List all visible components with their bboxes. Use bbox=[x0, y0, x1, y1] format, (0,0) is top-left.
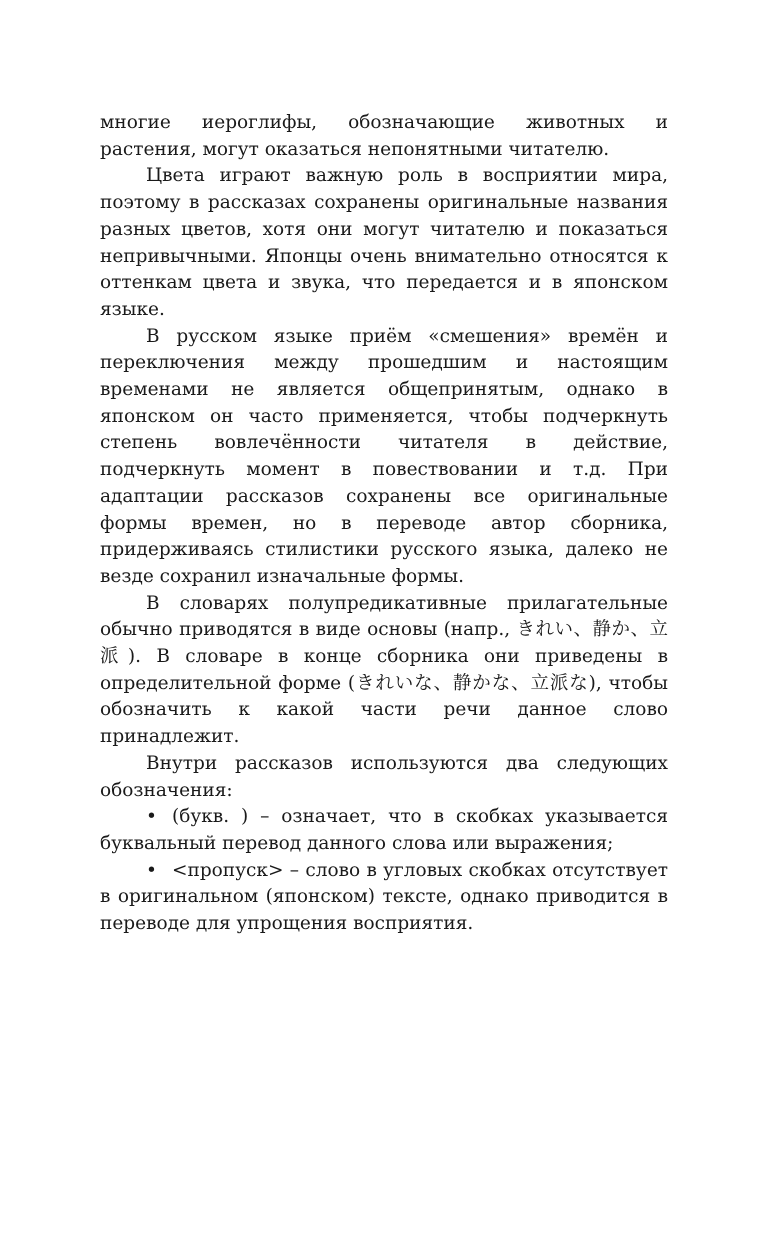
bullet-marker: • bbox=[146, 859, 157, 881]
bullet-item-omission bbox=[100, 858, 668, 938]
page-body bbox=[100, 110, 668, 938]
paragraph-notation-intro: Внутри рассказов используются два следующих обозначения: bbox=[100, 752, 668, 801]
paragraph-tenses: В русском языке приём «смешения» времён и переключения между прошедшим и настоящим временами не является общепринятым, однако в японском он часто применяется, чтобы подчеркнуть степень вовлечённости читателя в действие, подчеркнуть момент в повествовании и т.д. При адаптации рассказов сохранены все оригинальные формы времен, но в переводе автор сборника, придерживаясь стилистики русского языка, далеко не везде сохранил изначальные формы. bbox=[100, 325, 668, 587]
bullet-text: (букв. ) – означает, что в скобках указывается буквальный перевод данного слова или выражения; bbox=[100, 806, 668, 854]
bullet-marker: • bbox=[146, 806, 157, 828]
paragraph-colors: Цвета играют важную роль в восприятии мира, поэтому в рассказах сохранены оригинальные названия разных цветов, хотя они могут читателю и показаться непривычными. Японцы очень внимательно относятся к оттенкам цвета и звука, что передается и в японском языке. bbox=[100, 165, 668, 320]
bullet-item-literal bbox=[100, 804, 668, 857]
paragraph-adjectives: В словарях полупредикативные прилагательные обычно приводятся в виде основы (напр., きれい、静か、立派). В словаре в конце сборника они приведены в определительной форме (きれいな、静かな、立派な), чтобы обозначить к какой части речи данное слово принадлежит. bbox=[100, 592, 668, 748]
bullet-text: <пропуск> – слово в угловых скобках отсутствует в оригинальном (японском) тексте, однако приводится в переводе для упрощения восприятия. bbox=[100, 859, 668, 935]
paragraph-continuation: многие иероглифы, обозначающие животных и растения, могут оказаться непонятными читателю. bbox=[100, 112, 668, 160]
